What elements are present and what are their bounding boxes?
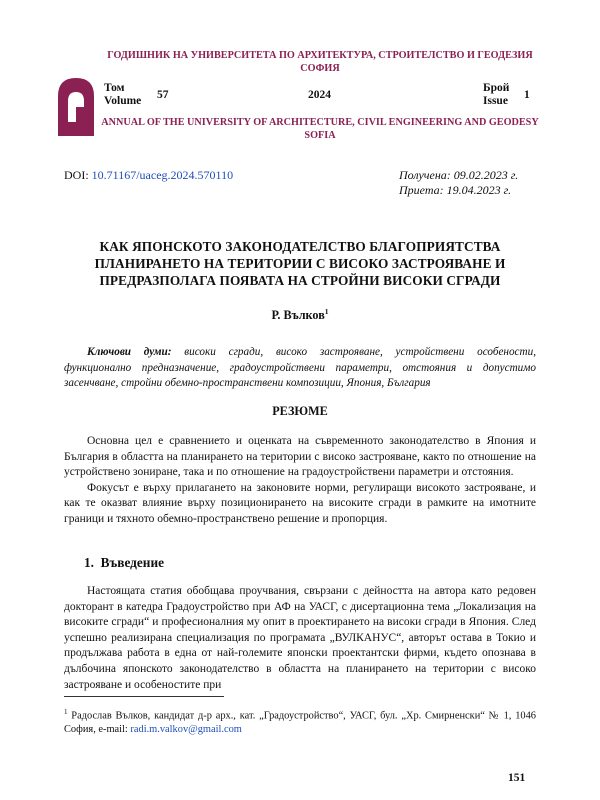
journal-city-bg: СОФИЯ (300, 63, 340, 74)
footnote-email-link[interactable]: radi.m.valkov@gmail.com (130, 724, 242, 736)
footnote (64, 705, 536, 737)
year-value: 2024 (308, 89, 331, 101)
issue-value: 1 (524, 89, 530, 101)
volume-label-bg: Том (104, 82, 125, 94)
keywords (64, 345, 536, 392)
section-number: 1. (84, 555, 94, 570)
issue-label-en: Issue (483, 95, 508, 107)
journal-city-en: SOFIA (304, 130, 336, 141)
doi-label: DOI: (64, 168, 92, 182)
section-paragraph-1: Настоящата статия обобщава проучвания, свързани с дейността на автора като редовен докторант в катедра Градоустройство при АФ на УАСГ, с дисертационна тема „Локализация на високите сгради“ и професионалния му опит в проектирането на високи сгради в Япония. След успешно реализирана специализация по програмата „ВУЛКАНУС“, авторът остава в Токио и продължава работа в една от най-големите японски проектантски фирми, където опознава в дълбочина японското законодателство в областта на планирането на територии с високо застрояване и особеностите при (64, 585, 536, 691)
volume-label (104, 82, 141, 108)
university-logo-icon (56, 76, 96, 138)
issue-label-bg: Брой (483, 82, 510, 94)
abstract (64, 434, 536, 528)
journal-header-en (100, 116, 540, 142)
accepted-date: Приета: 19.04.2023 г. (399, 183, 512, 197)
issue-label (483, 82, 509, 108)
title-line-3: ПРЕДРАЗПОЛАГА ПОЯВАТА НА СТРОЙНИ ВИСОКИ СГРАДИ (99, 273, 501, 288)
section-title: Въведение (100, 555, 165, 570)
keywords-label: Ключови думи: (87, 346, 172, 358)
abstract-heading: РЕЗЮМЕ (272, 404, 328, 418)
doi-line (64, 168, 233, 183)
doi-link[interactable]: 10.71167/uaceg.2024.570110 (91, 168, 234, 182)
page-number: 151 (508, 772, 526, 784)
footnote-mark: 1 (64, 708, 68, 716)
keywords-text: високи сгради, високо застрояване, устройствени особености, функционално предназначение, градоустройствени параметри, отстояния и допустимо засенчване, стройни обемно-пространствени композиции, Япония, България (64, 346, 536, 389)
abstract-paragraph-1: Основна цел е сравнението и оценката на съвременното законодателство в Япония и България в областта на планирането на територии с високо застрояване, както по отношение на устройствено зониране, така и по отношение на градоустройствени параметри и отстояния. (64, 435, 536, 479)
section-heading (84, 555, 164, 571)
footnote-text: Радослав Вълков, кандидат д-р арх., кат. „Градоустройство“, УАСГ, бул. „Хр. Смирненски“ № 1, 1046 София, e-mail: (64, 710, 536, 736)
article-title (60, 238, 540, 289)
author-name: Р. Вълков (271, 308, 325, 323)
article-dates (399, 168, 518, 198)
author-footnote-mark: 1 (324, 307, 329, 316)
received-date: Получена: 09.02.2023 г. (399, 168, 519, 182)
volume-value: 57 (157, 89, 169, 101)
title-line-1: КАК ЯПОНСКОТО ЗАКОНОДАТЕЛСТВО БЛАГОПРИЯТСТВА (99, 239, 501, 254)
author (0, 307, 600, 323)
title-line-2: ПЛАНИРАНЕТО НА ТЕРИТОРИИ С ВИСОКО ЗАСТРОЯВАНЕ И (94, 256, 506, 271)
journal-header-bg (100, 49, 540, 75)
journal-name-en: ANNUAL OF THE UNIVERSITY OF ARCHITECTURE, CIVIL ENGINEERING AND GEODESY (101, 117, 539, 128)
abstract-paragraph-2: Фокусът е върху прилагането на законовите норми, регулиращи високото застрояване, и как те оказват влияние върху позиционирането на високите сгради в рамките на имотните граници и тяхното обемно-пространствено решение и пропорция. (64, 481, 536, 525)
footnote-divider (64, 696, 224, 697)
journal-name-bg: ГОДИШНИК НА УНИВЕРСИТЕТА ПО АРХИТЕКТУРА, СТРОИТЕЛСТВО И ГЕОДЕЗИЯ (107, 50, 533, 61)
volume-label-en: Volume (104, 95, 142, 107)
